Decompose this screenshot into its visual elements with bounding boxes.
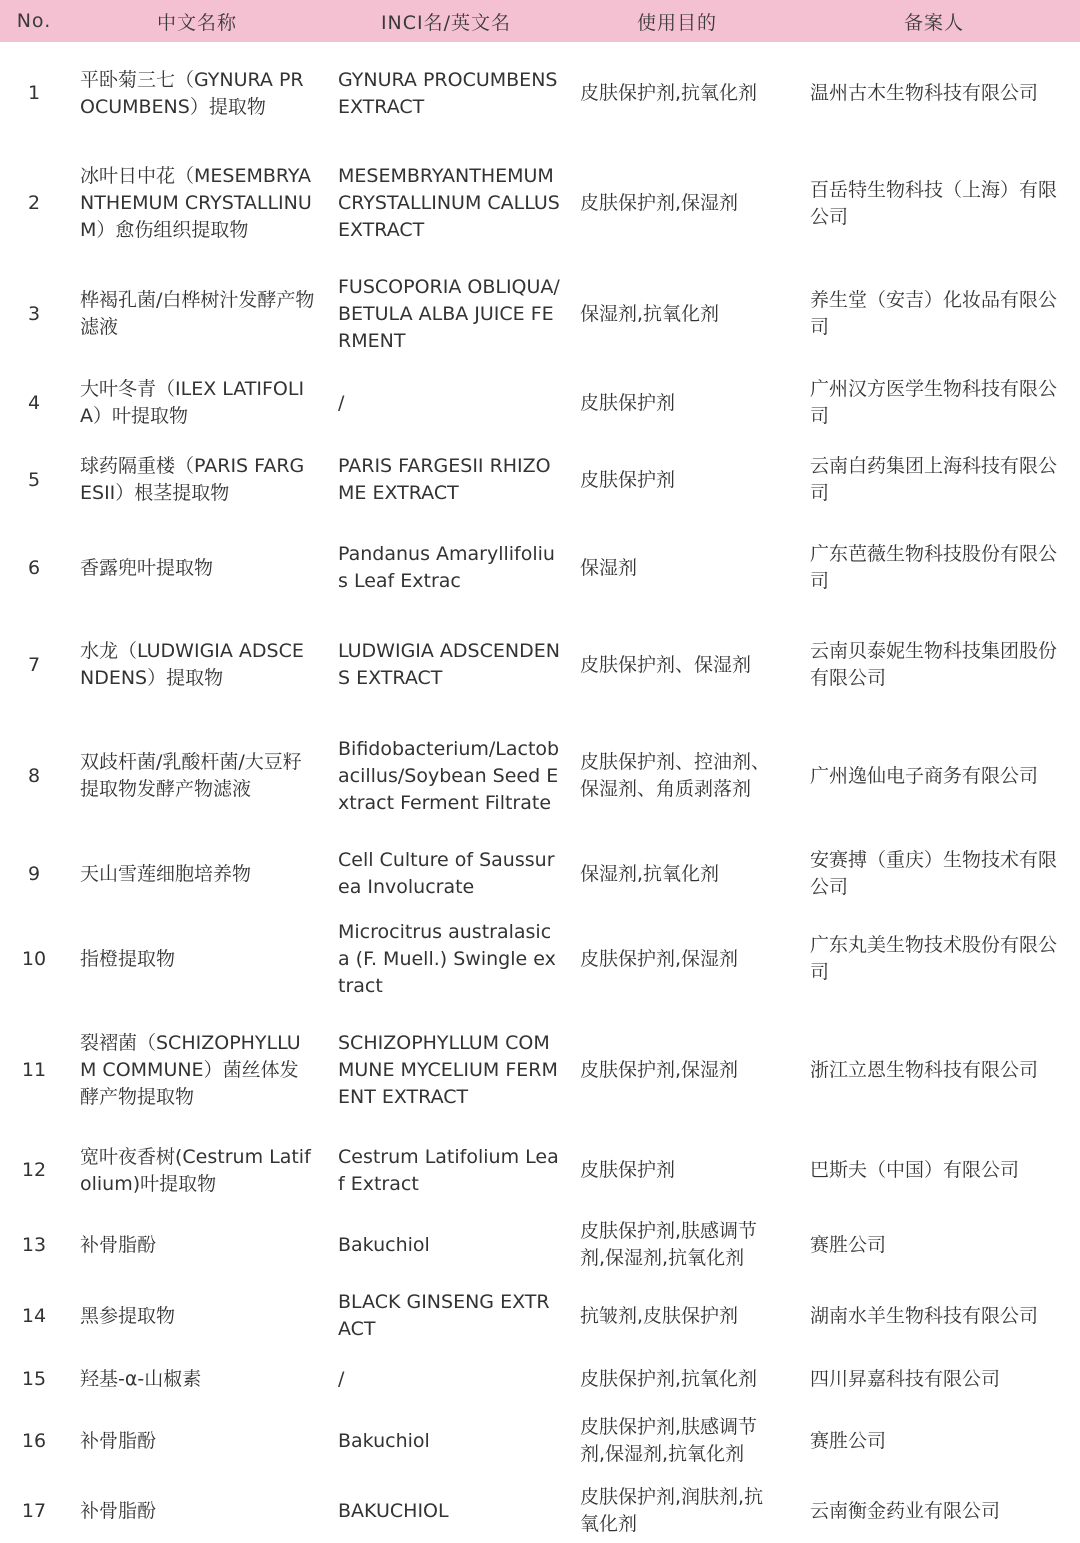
cell-inci: SCHIZOPHYLLUM COMMUNE MYCELIUM FERMENT EXTRACT xyxy=(338,1031,558,1108)
table-row xyxy=(0,1209,1080,1281)
cell-inci: GYNURA PROCUMBENS EXTRACT xyxy=(338,68,558,118)
cell-purpose: 皮肤保护剂,肤感调节剂,保湿剂,抗氧化剂 xyxy=(580,1220,758,1269)
cell-cn-name: 黑参提取物 xyxy=(80,1304,176,1327)
cell-inci: Bifidobacterium/Lactobacillus/Soybean Seed Extract Ferment Filtrate xyxy=(338,737,560,814)
cell-no: 11 xyxy=(21,1058,47,1081)
cell-inci: / xyxy=(338,1367,345,1390)
cell-purpose: 皮肤保护剂,保湿剂 xyxy=(580,192,739,214)
cell-purpose: 皮肤保护剂、保湿剂 xyxy=(580,653,752,676)
cell-purpose: 抗皱剂,皮肤保护剂 xyxy=(580,1304,739,1327)
cell-inci: BAKUCHIOL xyxy=(338,1499,449,1522)
header-cn-name: 中文名称 xyxy=(156,11,237,34)
table-row xyxy=(0,910,1080,1008)
cell-filer: 百岳特生物科技（上海）有限公司 xyxy=(810,178,1058,228)
cell-purpose: 皮肤保护剂、控油剂、保湿剂、角质剥落剂 xyxy=(580,751,771,800)
table-row xyxy=(0,838,1080,910)
cell-filer: 云南贝泰妮生物科技集团股份有限公司 xyxy=(810,640,1058,689)
cell-purpose: 皮肤保护剂,抗氧化剂 xyxy=(580,82,758,104)
cell-purpose: 皮肤保护剂 xyxy=(580,1159,676,1181)
cell-cn-name: 香露兜叶提取物 xyxy=(80,556,214,579)
cell-inci: Pandanus Amaryllifolius Leaf Extrac xyxy=(338,543,555,592)
cell-cn-name: 宽叶夜香树(Cestrum Latifolium)叶提取物 xyxy=(80,1145,311,1195)
cell-no: 13 xyxy=(21,1233,47,1256)
header-no: No. xyxy=(16,10,52,32)
table-row xyxy=(0,440,1080,520)
header-filer: 备案人 xyxy=(903,11,964,34)
cell-cn-name: 冰叶日中花（MESEMBRYANTHEMUM CRYSTALLINUM）愈伤组织提取物 xyxy=(80,165,312,241)
cell-inci: PARIS FARGESII RHIZOME EXTRACT xyxy=(338,455,551,504)
cell-no: 16 xyxy=(21,1429,47,1452)
table-row xyxy=(0,1008,1080,1132)
cell-cn-name: 指橙提取物 xyxy=(80,947,176,970)
cell-filer: 广东芭薇生物科技股份有限公司 xyxy=(810,543,1058,592)
cell-inci: LUDWIGIA ADSCENDENS EXTRACT xyxy=(338,640,560,689)
cell-cn-name: 补骨脂酚 xyxy=(80,1499,157,1522)
cell-purpose: 皮肤保护剂 xyxy=(580,391,676,414)
table-row xyxy=(0,714,1080,838)
cell-no: 10 xyxy=(21,947,47,970)
cell-filer: 巴斯夫（中国）有限公司 xyxy=(810,1159,1020,1181)
cell-cn-name: 补骨脂酚 xyxy=(80,1233,157,1256)
table-row xyxy=(0,1475,1080,1543)
cell-filer: 安赛搏（重庆）生物技术有限公司 xyxy=(810,849,1058,898)
table-row xyxy=(0,1407,1080,1475)
cell-no: 8 xyxy=(27,764,41,787)
cell-filer: 养生堂（安吉）化妆品有限公司 xyxy=(810,289,1058,338)
cell-no: 4 xyxy=(27,391,41,414)
cell-purpose: 皮肤保护剂,保湿剂 xyxy=(580,1058,739,1081)
cell-no: 15 xyxy=(21,1367,47,1390)
cell-filer: 赛胜公司 xyxy=(810,1429,887,1452)
table-row xyxy=(0,42,1080,145)
cell-no: 17 xyxy=(21,1499,47,1522)
cell-cn-name: 平卧菊三七（GYNURA PROCUMBENS）提取物 xyxy=(80,68,304,118)
cell-inci: BLACK GINSENG EXTRACT xyxy=(338,1291,550,1340)
cell-purpose: 皮肤保护剂,肤感调节剂,保湿剂,抗氧化剂 xyxy=(580,1416,758,1465)
cell-inci: Cestrum Latifolium Leaf Extract xyxy=(338,1145,559,1195)
cell-purpose: 保湿剂 xyxy=(580,556,638,579)
cell-cn-name: 羟基-α-山椒素 xyxy=(80,1367,202,1390)
cell-inci: Bakuchiol xyxy=(338,1429,430,1452)
cell-no: 7 xyxy=(27,653,41,676)
cell-filer: 浙江立恩生物科技有限公司 xyxy=(810,1058,1039,1081)
cell-filer: 温州古木生物科技有限公司 xyxy=(810,82,1039,104)
cell-filer: 四川昇嘉科技有限公司 xyxy=(810,1367,1001,1390)
cell-cn-name: 大叶冬青（ILEX LATIFOLIA）叶提取物 xyxy=(80,378,305,427)
cell-purpose: 皮肤保护剂,抗氧化剂 xyxy=(580,1367,758,1390)
cell-cn-name: 桦褐孔菌/白桦树汁发酵产物滤液 xyxy=(80,289,315,338)
table-row xyxy=(0,520,1080,616)
cell-filer: 湖南水羊生物科技有限公司 xyxy=(810,1304,1039,1327)
table-row xyxy=(0,262,1080,366)
cell-filer: 广东丸美生物技术股份有限公司 xyxy=(810,934,1058,983)
cell-no: 5 xyxy=(27,468,41,491)
table-row xyxy=(0,1351,1080,1407)
table-row xyxy=(0,366,1080,440)
table-row xyxy=(0,145,1080,262)
cell-inci: / xyxy=(338,391,345,414)
cell-inci: Bakuchiol xyxy=(338,1233,430,1256)
cell-cn-name: 双歧杆菌/乳酸杆菌/大豆籽提取物发酵产物滤液 xyxy=(80,751,302,800)
cell-cn-name: 球药隔重楼（PARIS FARGESII）根茎提取物 xyxy=(80,455,305,504)
cell-purpose: 保湿剂,抗氧化剂 xyxy=(580,862,720,885)
cell-filer: 云南白药集团上海科技有限公司 xyxy=(810,455,1058,504)
cell-no: 6 xyxy=(27,556,41,579)
table-row xyxy=(0,1132,1080,1209)
cell-purpose: 皮肤保护剂,保湿剂 xyxy=(580,947,739,970)
table-row xyxy=(0,1281,1080,1351)
cell-filer: 广州逸仙电子商务有限公司 xyxy=(810,764,1039,787)
table-row xyxy=(0,616,1080,714)
cell-inci: Microcitrus australasica (F. Muell.) Swingle extract xyxy=(338,920,556,997)
cell-no: 9 xyxy=(27,862,41,885)
cell-cn-name: 裂褶菌（SCHIZOPHYLLUM COMMUNE）菌丝体发酵产物提取物 xyxy=(80,1031,301,1108)
cell-no: 12 xyxy=(21,1159,47,1181)
cell-filer: 云南衡金药业有限公司 xyxy=(810,1499,1001,1522)
cell-cn-name: 水龙（LUDWIGIA ADSCENDENS）提取物 xyxy=(80,640,304,689)
cell-inci: Cell Culture of Saussurea Involucrate xyxy=(338,849,555,898)
header-purpose: 使用目的 xyxy=(636,11,717,34)
cell-no: 14 xyxy=(21,1304,47,1327)
cell-cn-name: 天山雪莲细胞培养物 xyxy=(80,862,252,885)
header-inci: INCI名/英文名 xyxy=(380,11,512,34)
cell-filer: 广州汉方医学生物科技有限公司 xyxy=(810,378,1058,427)
cell-purpose: 皮肤保护剂 xyxy=(580,468,676,491)
cell-purpose: 保湿剂,抗氧化剂 xyxy=(580,302,720,325)
table-header-row xyxy=(0,0,1080,42)
cell-no: 1 xyxy=(27,82,41,104)
cell-cn-name: 补骨脂酚 xyxy=(80,1429,157,1452)
cell-inci: MESEMBRYANTHEMUM CRYSTALLINUM CALLUS EXTRACT xyxy=(338,165,560,241)
cell-no: 3 xyxy=(27,302,41,325)
cell-filer: 赛胜公司 xyxy=(810,1233,887,1256)
cell-inci: FUSCOPORIA OBLIQUA/ BETULA ALBA JUICE FERMENT xyxy=(338,275,560,352)
cell-no: 2 xyxy=(27,192,41,214)
cell-purpose: 皮肤保护剂,润肤剂,抗氧化剂 xyxy=(580,1486,764,1535)
